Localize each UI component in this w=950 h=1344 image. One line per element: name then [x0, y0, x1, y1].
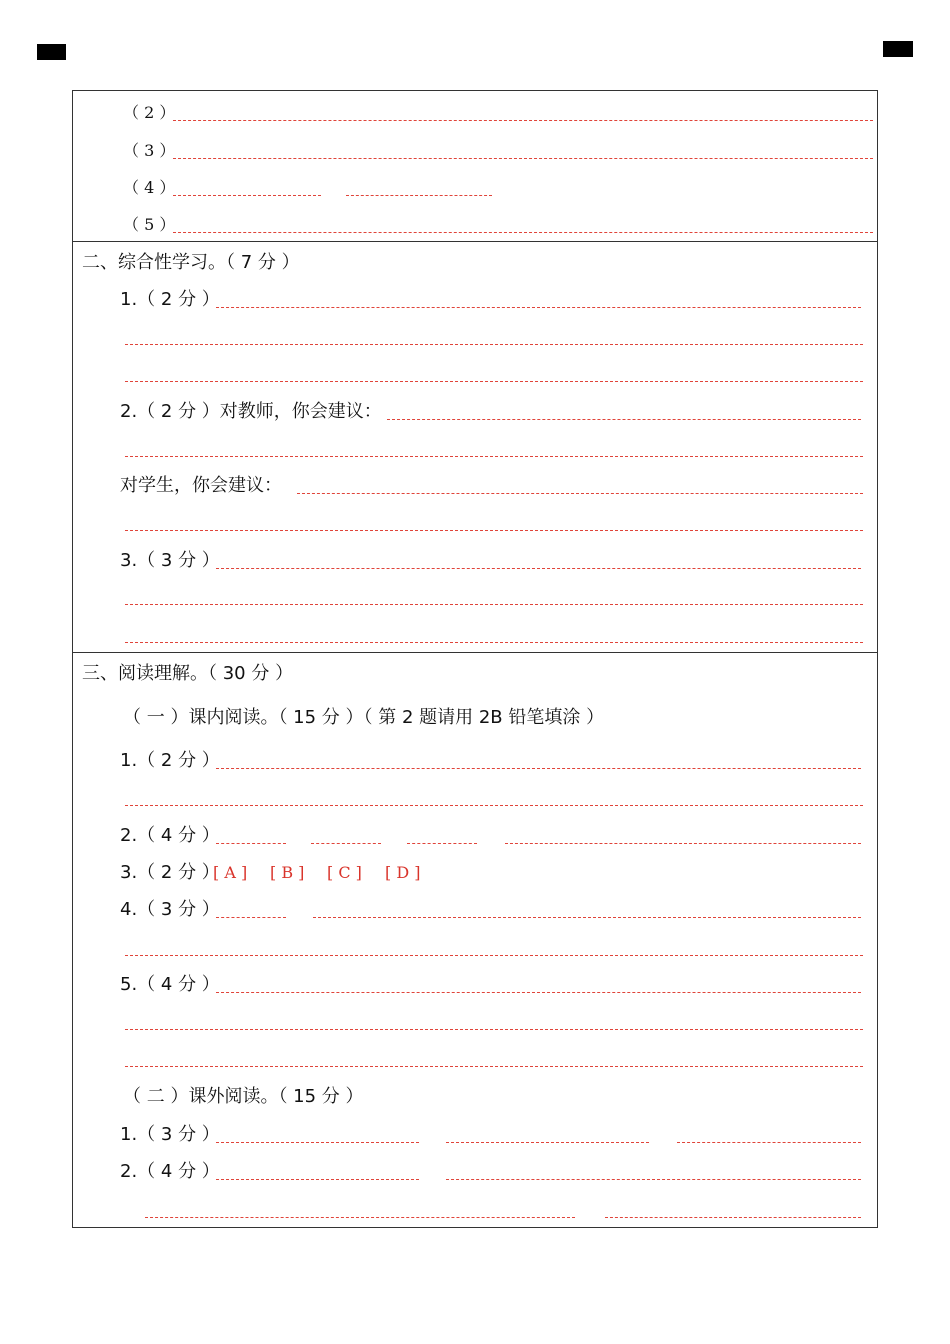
answer-line[interactable]: [605, 1217, 861, 1218]
question-label: 5.（ 4 分 ）: [120, 974, 220, 995]
answer-line[interactable]: [216, 768, 861, 769]
answer-line[interactable]: [173, 232, 873, 233]
corner-marker-left: [37, 44, 66, 60]
item-label: （ 5 ）: [123, 215, 176, 234]
question-label: 3.（ 2 分 ）: [120, 862, 220, 883]
question-label: 4.（ 3 分 ）: [120, 899, 220, 920]
answer-line[interactable]: [125, 1066, 863, 1067]
question-label: 2.（ 4 分 ）: [120, 825, 220, 846]
answer-line[interactable]: [125, 805, 863, 806]
answer-line[interactable]: [346, 195, 492, 196]
section-3-box: [72, 652, 878, 1228]
answer-line[interactable]: [125, 456, 863, 457]
answer-line[interactable]: [173, 120, 873, 121]
corner-marker-right: [883, 41, 913, 57]
answer-line[interactable]: [216, 917, 286, 918]
answer-line[interactable]: [216, 307, 861, 308]
answer-line[interactable]: [216, 843, 286, 844]
question-label: 对学生，你会建议：: [120, 475, 282, 496]
answer-line[interactable]: [216, 1142, 419, 1143]
answer-line[interactable]: [446, 1179, 861, 1180]
question-label: 3.（ 3 分 ）: [120, 550, 220, 571]
answer-line[interactable]: [505, 843, 861, 844]
answer-line[interactable]: [145, 1217, 575, 1218]
answer-line[interactable]: [216, 568, 861, 569]
option-bubble-d[interactable]: [ D ]: [385, 863, 421, 882]
question-label: 2.（ 4 分 ）: [120, 1161, 220, 1182]
section-1-box: [72, 90, 878, 242]
subsection-title: （ 一 ）课内阅读。（ 15 分 ）（ 第 2 题请用 2B 铅笔填涂 ）: [123, 707, 605, 728]
option-bubble-b[interactable]: [ B ]: [270, 863, 305, 882]
section-2-box: [72, 241, 878, 653]
item-label: （ 2 ）: [123, 103, 176, 122]
question-label: 2.（ 2 分 ）对教师，你会建议：: [120, 401, 382, 422]
answer-line[interactable]: [125, 604, 863, 605]
answer-line[interactable]: [677, 1142, 861, 1143]
answer-line[interactable]: [125, 1029, 863, 1030]
answer-line[interactable]: [125, 530, 863, 531]
item-label: （ 3 ）: [123, 141, 176, 160]
option-bubble-c[interactable]: [ C ]: [327, 863, 362, 882]
answer-line[interactable]: [173, 195, 321, 196]
answer-line[interactable]: [216, 1179, 419, 1180]
answer-line[interactable]: [313, 917, 861, 918]
answer-line[interactable]: [173, 158, 873, 159]
answer-line[interactable]: [216, 992, 861, 993]
subsection-title: （ 二 ）课外阅读。（ 15 分 ）: [123, 1086, 364, 1107]
question-label: 1.（ 2 分 ）: [120, 289, 220, 310]
answer-line[interactable]: [125, 955, 863, 956]
answer-line[interactable]: [297, 493, 863, 494]
item-label: （ 4 ）: [123, 178, 176, 197]
question-label: 1.（ 3 分 ）: [120, 1124, 220, 1145]
answer-line[interactable]: [125, 381, 863, 382]
question-label: 1.（ 2 分 ）: [120, 750, 220, 771]
section-title: 三、阅读理解。（ 30 分 ）: [82, 663, 294, 684]
answer-line[interactable]: [125, 642, 863, 643]
answer-line[interactable]: [311, 843, 381, 844]
answer-line[interactable]: [407, 843, 477, 844]
answer-line[interactable]: [446, 1142, 649, 1143]
answer-line[interactable]: [387, 419, 861, 420]
option-bubble-a[interactable]: [ A ]: [213, 863, 248, 882]
answer-line[interactable]: [125, 344, 863, 345]
section-title: 二、综合性学习。（ 7 分 ）: [82, 252, 300, 273]
